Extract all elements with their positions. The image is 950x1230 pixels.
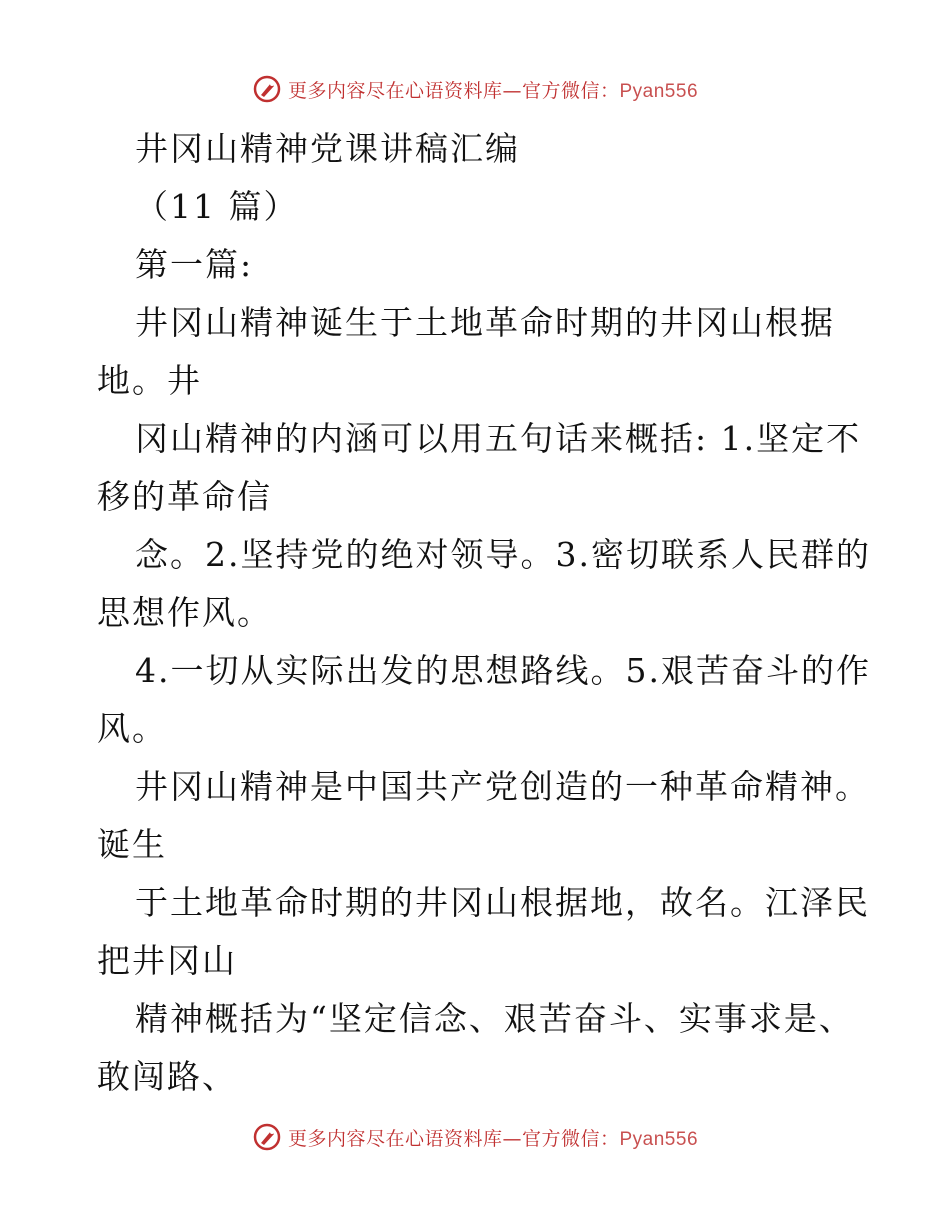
paragraph-line: 于土地革命时期的井冈山根据地，故名。江泽民 [135, 883, 870, 922]
paragraph-line: 把井冈山 [97, 941, 237, 980]
header-watermark [0, 74, 950, 104]
paragraph-line: 风。 [97, 709, 167, 748]
footer-watermark [0, 1122, 950, 1152]
paragraph-line: 4.一切从实际出发的思想路线。5.艰苦奋斗的作 [135, 651, 871, 690]
paragraph-line: 精神概括为“坚定信念、艰苦奋斗、实事求是、 [135, 999, 854, 1038]
paragraph-line: 移的革命信 [97, 477, 272, 516]
watermark-wechat-label: 官方微信： [521, 79, 620, 102]
document-title: 井冈山精神党课讲稿汇编 [135, 129, 520, 168]
watermark-text [288, 1124, 698, 1151]
paragraph-line: 思想作风。 [97, 593, 272, 632]
paragraph-line: 敢闯路、 [97, 1057, 237, 1096]
watermark-separator: — [502, 79, 522, 102]
watermark-site: 更多内容尽在心语资料库 [287, 1127, 503, 1150]
paragraph-line: 诞生 [97, 825, 167, 864]
paragraph-line: 井冈山精神诞生于土地革命时期的井冈山根据 [135, 303, 835, 342]
watermark-wechat-id: Pyan556 [619, 1128, 699, 1150]
paragraph-line: 念。2.坚持党的绝对领导。3.密切联系人民群的 [135, 535, 871, 574]
watermark-site: 更多内容尽在心语资料库 [287, 79, 503, 102]
watermark-wechat-label: 官方微信： [521, 1127, 620, 1150]
pen-nib-icon [252, 74, 282, 104]
watermark-separator: — [502, 1127, 522, 1150]
paragraph-line: 地。井 [97, 361, 202, 400]
watermark-text [288, 76, 698, 103]
pen-nib-icon [252, 1122, 282, 1152]
section-heading: 第一篇: [135, 245, 254, 284]
paragraph-line: 冈山精神的内涵可以用五句话来概括: 1.坚定不 [135, 419, 862, 458]
watermark-wechat-id: Pyan556 [619, 80, 699, 102]
document-count: （11 篇） [135, 187, 299, 226]
document-body [97, 120, 871, 1106]
paragraph-line: 井冈山精神是中国共产党创造的一种革命精神。 [135, 767, 870, 806]
